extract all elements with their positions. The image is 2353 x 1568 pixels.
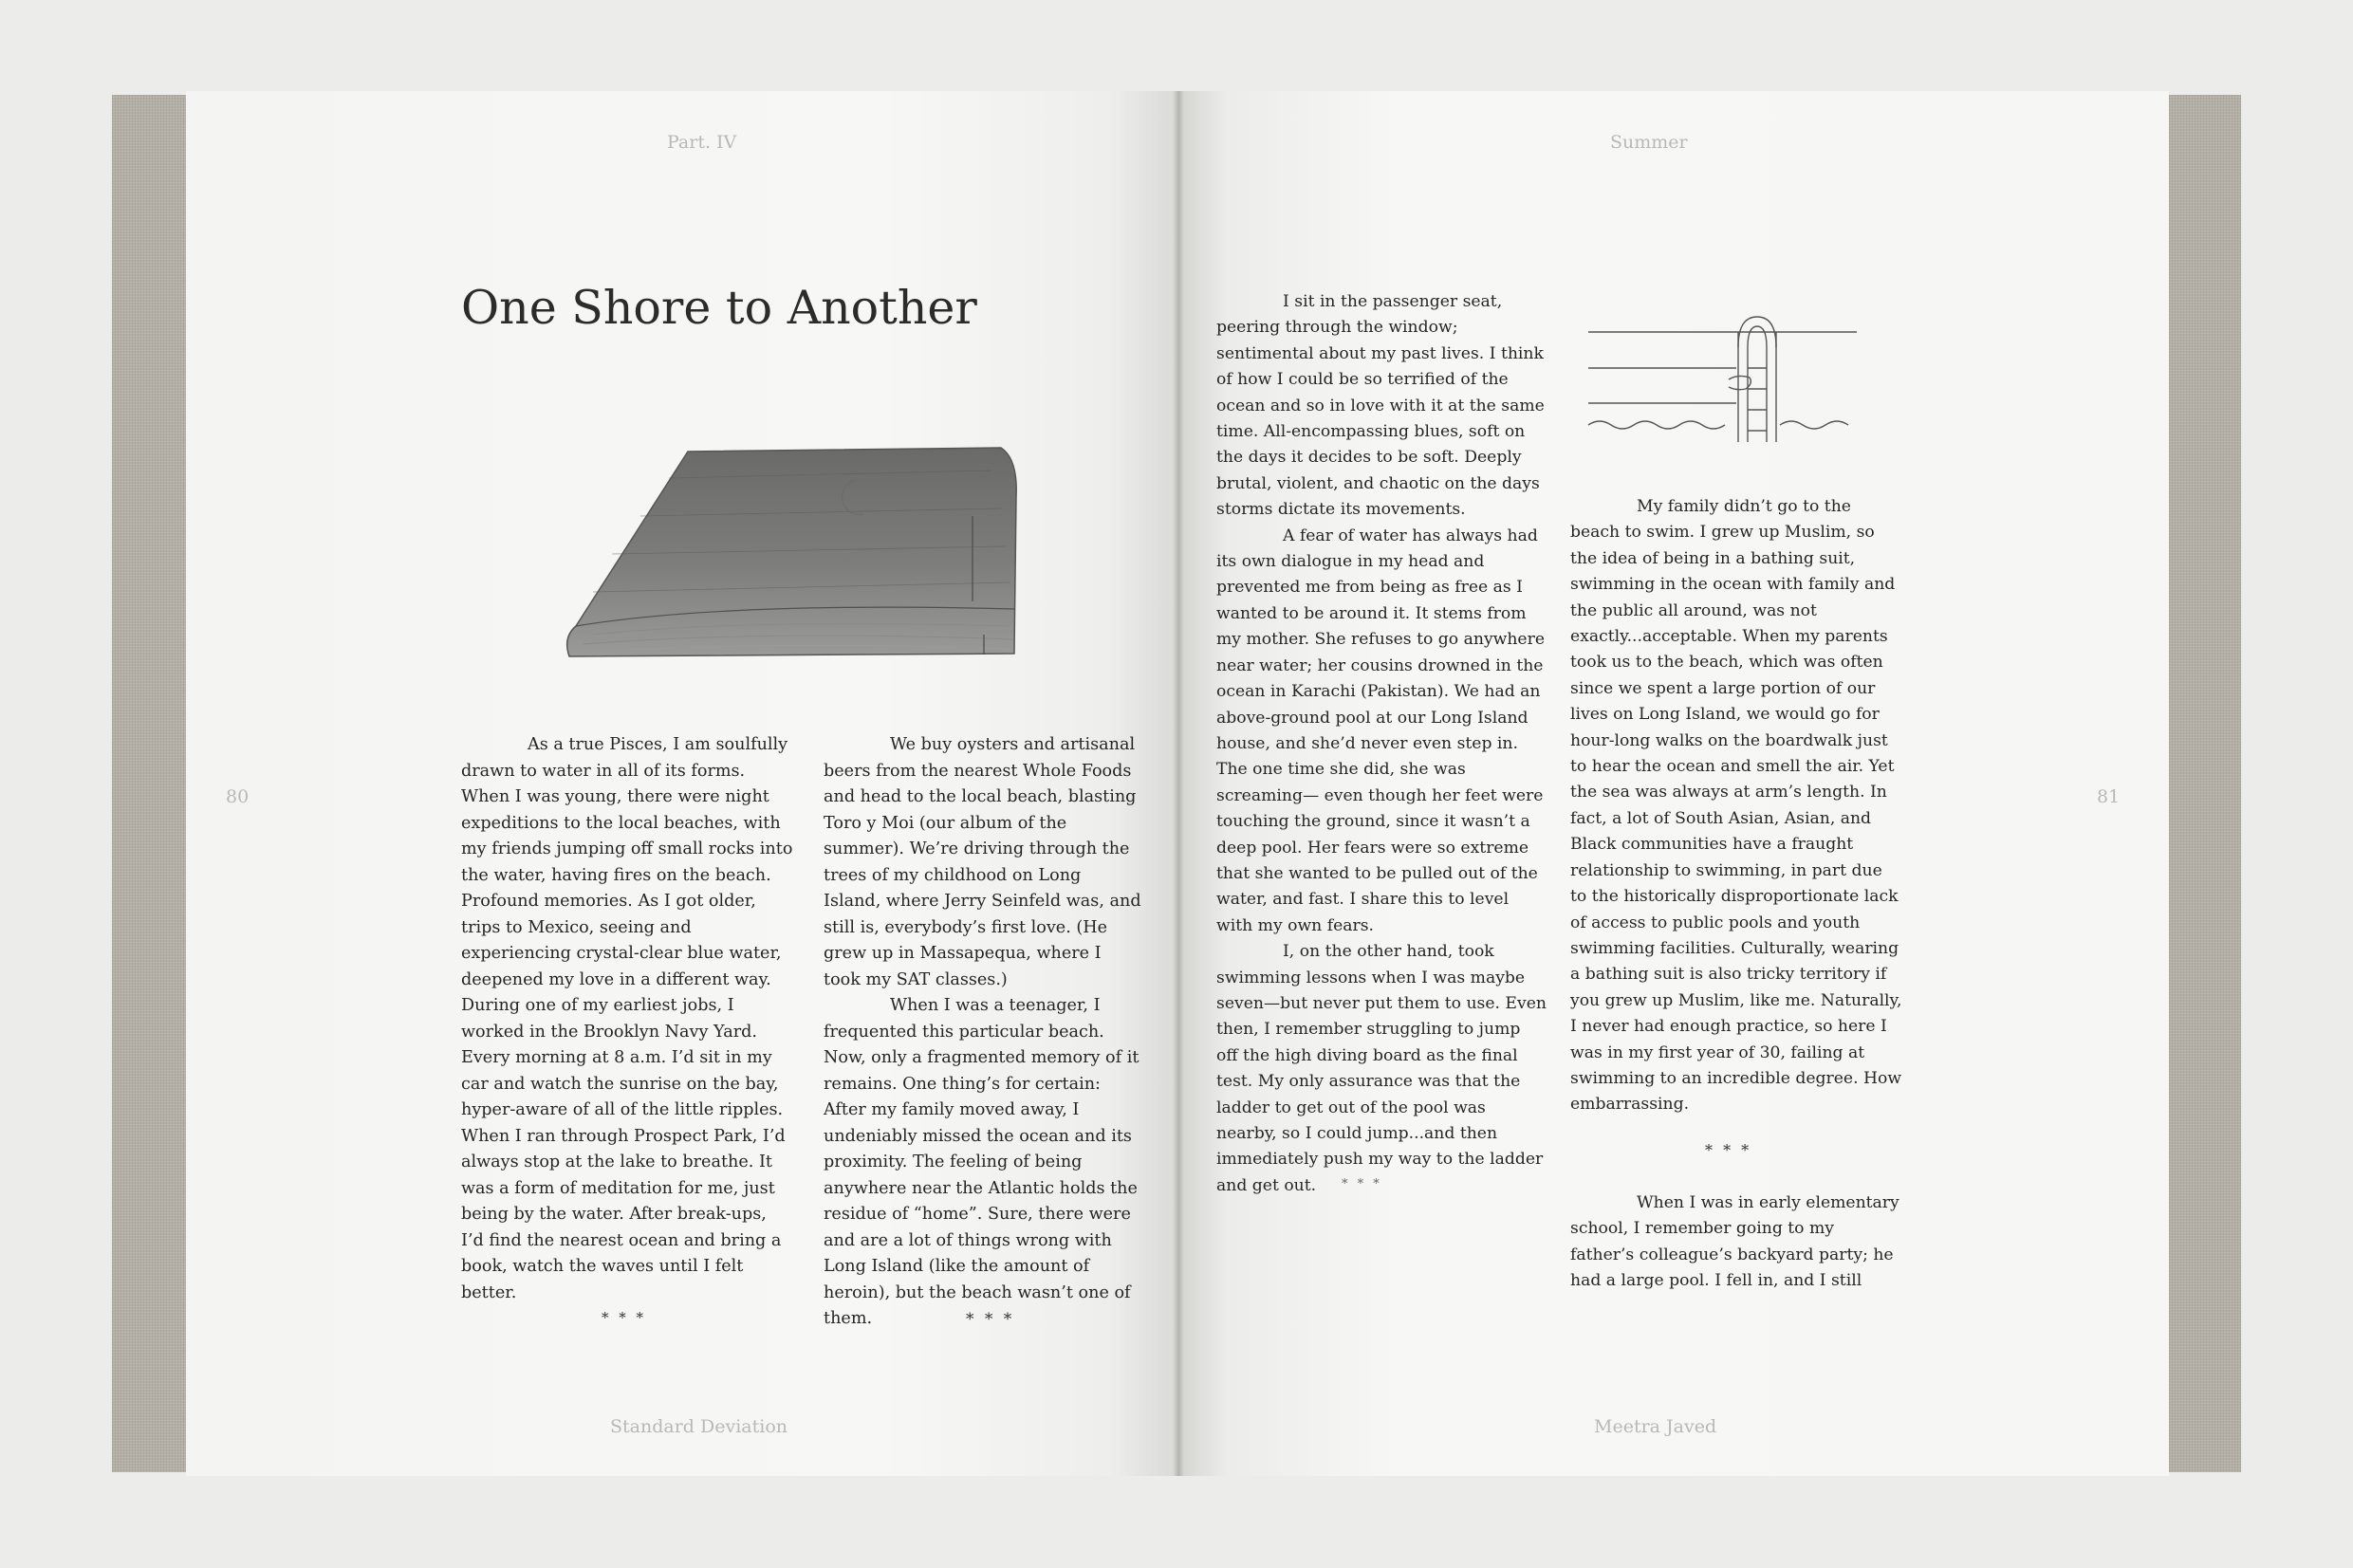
right-column-2	[1570, 494, 1902, 1118]
right-column-2-continued	[1570, 1190, 1902, 1295]
paragraph: My family didn’t go to the beach to swim. I grew up Muslim, so the idea of being in a bathing suit, swimming in the ocean with family and the public all around, was not exactly...acceptable. When my parents took us to the beach, which was often since we spent a large portion of our lives on Long Island, we would go for hour-long walks on the boardwalk just to hear the ocean and smell the air. Yet the sea was always at arm’s length. In fact, a lot of South Asian, Asian, and Black communities have a fraught relationship to swimming, in part due to the historically disproportionate lack of access to public pools and youth swimming facilities. Culturally, wearing a bathing suit is also tricky territory if you grew up Muslim, like me. Naturally, I never had enough practice, so here I was in my first year of 30, failing at swimming to an incredible degree. How embarrassing.	[1570, 497, 1902, 1115]
paragraph: We buy oysters and artisanal beers from the nearest Whole Foods and head to the local beach, blasting Toro y Moi (our album of the summer). We’re driving through the trees of my childhood on Long Island, where Jerry Seinfeld was, and still is, everybody’s first love. (He grew up in Massapequa, where I took my SAT classes.)	[824, 735, 1141, 989]
article-title: One Shore to Another	[461, 281, 977, 335]
paragraph: When I was a teenager, I frequented this particular beach. Now, only a fragmented memory of it remains. One thing’s for certain: After my family moved away, I undeniably missed the ocean and its proximity. The feeling of being anywhere near the Atlantic holds the residue of “home”. Sure, there were and are a lot of things wrong with Long Island (like the amount of heroin), but the beach wasn’t one of them.	[824, 996, 1139, 1328]
moon-sea-drawing	[555, 440, 1029, 664]
book-cover-left	[112, 95, 197, 1472]
book-gutter	[1173, 91, 1184, 1476]
right-running-head: Summer	[1610, 132, 1688, 153]
left-page-number: 80	[226, 786, 250, 807]
right-footer: Meetra Javed	[1594, 1416, 1717, 1437]
left-column-1	[461, 732, 793, 1306]
paragraph: I sit in the passenger seat, peering through the window; sentimental about my past lives. I think of how I could be so terrified of the ocean and so in love with it at the same time. All-encompassing blues, soft on the days it decides to be soft. Deeply brutal, violent, and chaotic on the days storms dictate its movements.	[1216, 292, 1545, 520]
paragraph: I, on the other hand, took swimming lessons when I was maybe seven—but never put them to use. Even then, I remember struggling to jump off the high diving board as the final test. My only assurance was that the ladder to get out of the pool was nearby, so I could jump...and then immediately push my way to the ladder and get out.	[1216, 942, 1547, 1195]
section-break: * * *	[1705, 1141, 1752, 1159]
left-running-head: Part. IV	[667, 132, 737, 153]
section-break: * * *	[602, 1309, 647, 1326]
right-column-1	[1216, 289, 1547, 1199]
section-break: * * *	[966, 1310, 1015, 1329]
left-footer: Standard Deviation	[610, 1416, 787, 1437]
paragraph: When I was in early elementary school, I remember going to my father’s colleague’s backyard party; he had a large pool. I fell in, and I still	[1570, 1193, 1899, 1291]
paragraph: A fear of water has always had its own dialogue in my head and prevented me from being as free as I wanted to be around it. It stems from my mother. She refuses to go anywhere near water; her cousins drowned in the ocean in Karachi (Pakistan). We had an above-ground pool at our Long Island house, and she’d never even step in. The one time she did, she was screaming— even though her feet were touching the ground, since it wasn’t a deep pool. Her fears were so extreme that she wanted to be pulled out of the water, and fast. I share this to level with my own fears.	[1216, 526, 1545, 935]
paragraph: As a true Pisces, I am soulfully drawn to water in all of its forms. When I was young, there were night expeditions to the local beaches, with my friends jumping off small rocks into the water, having fires on the beach. Profound memories. As I got older, trips to Mexico, seeing and experiencing crystal-clear blue water, deepened my love in a different way. During one of my earliest jobs, I worked in the Brooklyn Navy Yard. Every morning at 8 a.m. I’d sit in my car and watch the sunrise on the bay, hyper-aware of all of the little ripples. When I ran through Prospect Park, I’d always stop at the lake to breathe. It was a form of meditation for me, just being by the water. After break-ups, I’d find the nearest ocean and bring a book, watch the waves until I felt better.	[461, 735, 793, 1302]
right-page-number: 81	[2097, 786, 2121, 807]
section-break: * * *	[1342, 1177, 1382, 1191]
left-column-2	[824, 732, 1142, 1333]
pool-ladder-drawing	[1586, 309, 1871, 452]
